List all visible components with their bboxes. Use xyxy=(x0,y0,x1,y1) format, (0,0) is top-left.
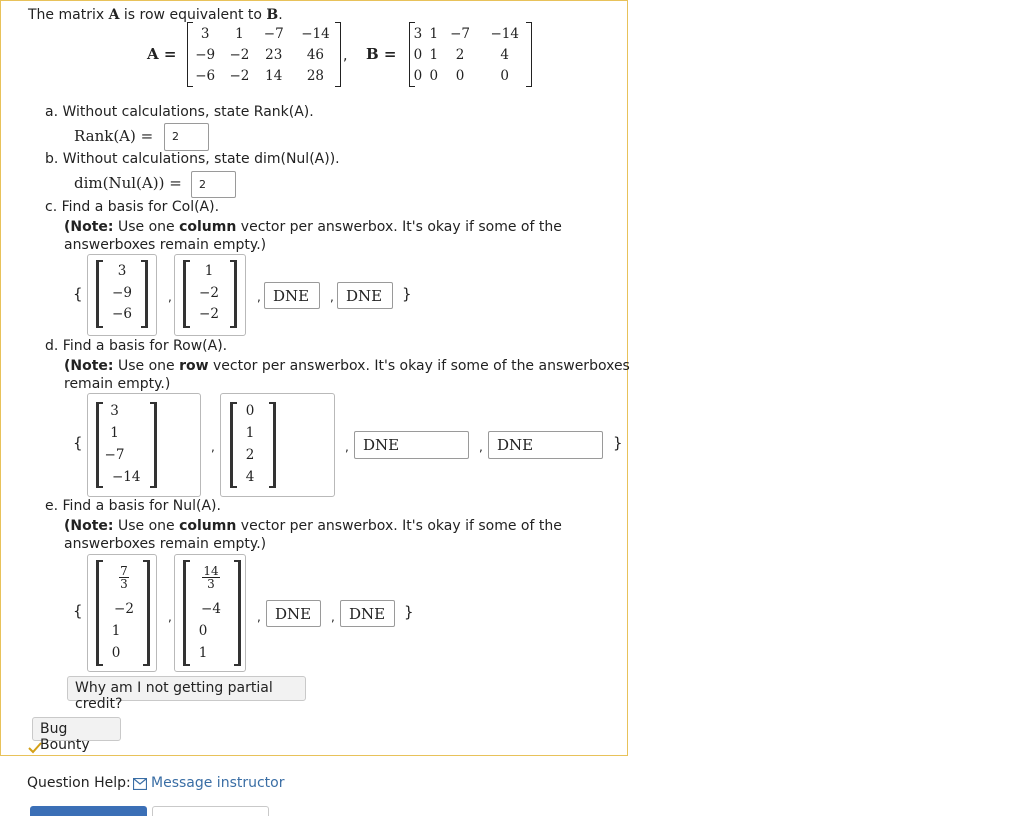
nul-basis-box-3[interactable]: DNE xyxy=(266,600,321,627)
part-c-prompt: c. Find a basis for Col(A). xyxy=(45,199,220,215)
matrix-a: 3 1 −7 −14 −9 −2 23 46 −6 −2 14 28 xyxy=(187,22,341,87)
row-basis-box-4[interactable]: DNE xyxy=(488,431,603,459)
row-basis-vector-2[interactable]: 0 1 2 4 xyxy=(220,393,335,497)
matrix-b: 3 1 −7 −14 0 1 2 4 0 0 0 0 xyxy=(409,22,532,87)
rank-label: Rank(A) = xyxy=(74,127,154,145)
row-basis-vector-1[interactable]: 3 1 −7 −14 xyxy=(87,393,201,497)
mail-icon xyxy=(133,778,147,790)
close-brace: } xyxy=(613,434,623,452)
matrix-b-label: B = xyxy=(366,45,397,63)
open-brace: { xyxy=(73,602,83,620)
bug-bounty-button[interactable]: Bug Bounty xyxy=(32,717,121,741)
col-basis-vector-2[interactable]: 1 −2 −2 xyxy=(174,254,246,336)
part-d-note: (Note: Use one row vector per answerbox. It's okay if some of the answerboxes remain empty.) xyxy=(64,358,630,392)
question-help-label: Question Help: xyxy=(27,775,131,791)
dim-nul-input[interactable]: 2 xyxy=(191,171,236,198)
part-e-note: (Note: Use one column vector per answerbox. It's okay if some of the answerboxes remain empty.) xyxy=(64,518,562,552)
open-brace: { xyxy=(73,434,83,452)
secondary-button[interactable] xyxy=(152,806,269,816)
col-basis-box-4[interactable]: DNE xyxy=(337,282,393,309)
part-c-note: (Note: Use one column vector per answerbox. It's okay if some of the answerboxes remain empty.) xyxy=(64,219,562,253)
open-brace: { xyxy=(73,285,83,303)
part-b-prompt: b. Without calculations, state dim(Nul(A)). xyxy=(45,151,340,167)
dim-nul-label: dim(Nul(A)) = xyxy=(74,174,182,192)
part-a-prompt: a. Without calculations, state Rank(A). xyxy=(45,104,314,120)
comma: , xyxy=(343,48,348,64)
row-basis-box-3[interactable]: DNE xyxy=(354,431,469,459)
nul-basis-vector-2[interactable]: $\frac{14}{3}$ −4 0 1 xyxy=(174,554,246,672)
nul-basis-box-4[interactable]: DNE xyxy=(340,600,395,627)
rank-input[interactable]: 2 xyxy=(164,123,209,151)
check-icon xyxy=(28,742,42,754)
col-basis-box-3[interactable]: DNE xyxy=(264,282,320,309)
part-d-prompt: d. Find a basis for Row(A). xyxy=(45,338,228,354)
partial-credit-button[interactable]: Why am I not getting partial credit? xyxy=(67,676,306,701)
intro-text: The matrix A is row equivalent to B. xyxy=(28,7,283,23)
col-basis-vector-1[interactable]: 3 −9 −6 xyxy=(87,254,157,336)
submit-button[interactable] xyxy=(30,806,147,816)
part-e-prompt: e. Find a basis for Nul(A). xyxy=(45,498,221,514)
message-instructor-link[interactable]: Message instructor xyxy=(151,775,285,791)
close-brace: } xyxy=(402,285,412,303)
matrix-a-label: A = xyxy=(147,45,177,63)
nul-basis-vector-1[interactable]: $\frac{7}{3}$ −2 1 0 xyxy=(87,554,157,672)
close-brace: } xyxy=(404,603,414,621)
